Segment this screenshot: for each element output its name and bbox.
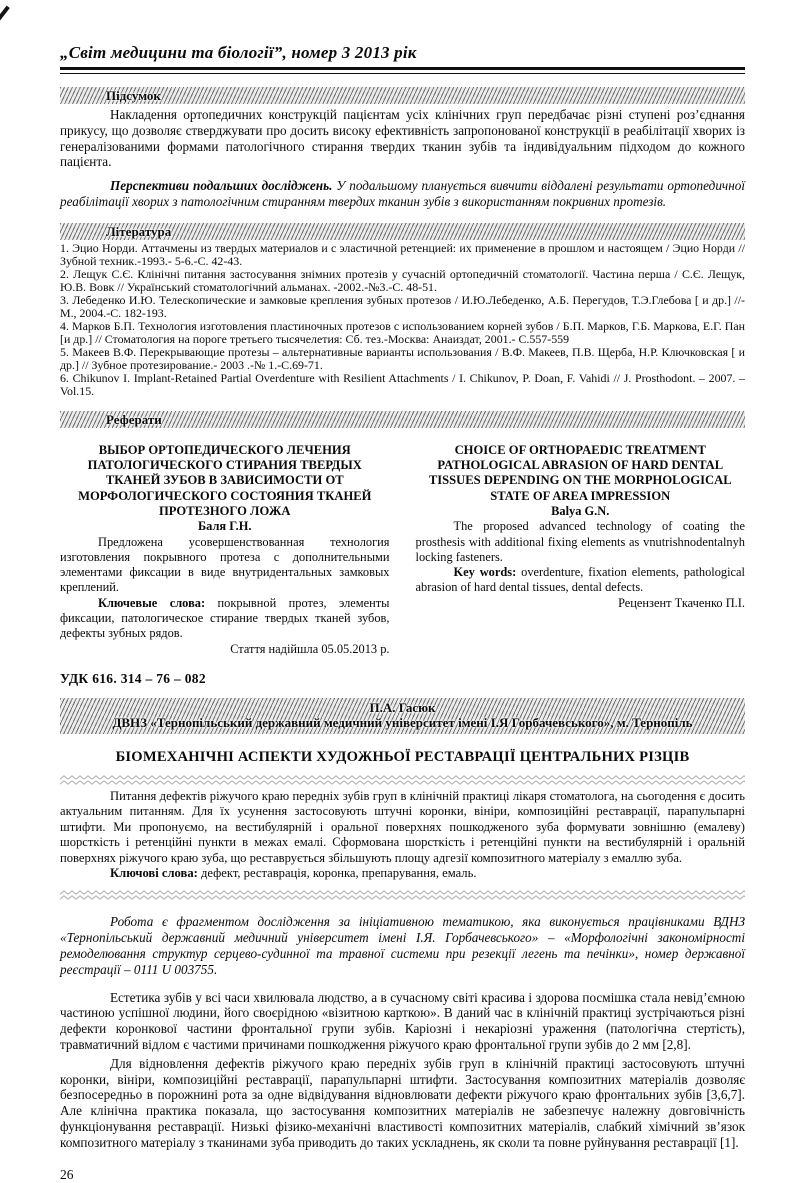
reference-item: 1. Эцио Норди. Аттачмены из твердых материалов и с эластичной ретенцией: их применение в прошлом и настоящем / Эцио Норди // Зубной техник.-1993.- 5-6.-С. 42-43. (60, 240, 745, 268)
page-number: 26 (60, 1166, 74, 1182)
abstract-keywords-en (416, 565, 746, 596)
page-header (60, 42, 745, 74)
keywords-en: overdenture, fixation elements, pathological abrasion of hard dental tissues, dental defects. (415, 565, 745, 595)
abstract-text-en: The proposed advanced technology of coating the prosthesis with additional fixing elements as vnutrishnodentalnyh locking fasteners. (415, 519, 745, 564)
journal-title: „Світ медицини та біології”, номер 3 2013 рік (60, 43, 417, 62)
reference-item: 5. Макеев В.Ф. Перекрывающие протезы – альтернативные варианты использования / В.Ф. Макеев, П.В. Щерба, Н.Р. Ключковская [ и др.] // Зубное протезирование.- 2003 .-№ 1.-С.69-71. (60, 344, 745, 372)
reference-item: 4. Марков Б.П. Технология изготовления пластиночных протезов с использованием корней зубов / Б.П. Марков, Г.Б. Маркова, Е.Г. Пан [и др.] // Стоматология на пороге третьего тысячелетия: Сб. тез.-Москва: Анаиздат, 2001.- С.557-559 (60, 318, 745, 346)
abstracts-columns (60, 443, 745, 657)
perspectives-paragraph (60, 178, 745, 210)
section-abstracts (60, 411, 745, 657)
zigzag-divider-bottom (60, 890, 745, 900)
abstract-text-ru: Предложена усовершенствованная технология изготовления покрывного протеза с дополнительными элементами фиксации в виде внутридентальных замковых креплений. (60, 534, 390, 595)
section-article (60, 671, 745, 1151)
reviewer-note: Рецензент Ткаченко П.І. (618, 595, 745, 610)
article-keywords (60, 866, 745, 881)
zigzag-divider-top (60, 775, 745, 785)
summary-heading: Підсумок (106, 88, 161, 103)
article-keywords-text: дефект, реставрація, коронка, препарування, емаль. (200, 865, 477, 880)
abstract-author-en: Balya G.N. (551, 503, 610, 518)
abstract-title-ru: ВЫБОР ОРТОПЕДИЧЕСКОГО ЛЕЧЕНИЯ ПАТОЛОГИЧЕСКОГО СТИРАНИЯ ТВЕРДЫХ ТКАНЕЙ ЗУБОВ В ЗАВИСИМОСТИ ОТ МОРФОЛОГИЧЕСКОГО СОСТОЯНИЯ ТКАНЕЙ ПРОТЕЗНОГО ЛОЖА (78, 442, 372, 518)
abstracts-heading-bar (60, 411, 745, 428)
article-keywords-label: Ключові слова: (110, 865, 198, 880)
abstract-title-en: CHOICE OF ORTHOPAEDIC TREATMENT PATHOLOGICAL ABRASION OF HARD DENTAL TISSUES DEPENDING ON THE MORPHOLOGICAL STATE OF AREA IMPRESSION (428, 442, 732, 503)
work-fragment-paragraph: Робота є фрагментом дослідження за ініціативною тематикою, яка виконується працівниками ВДНЗ «Тернопільський державний медичний університет імені І.Я. Горбачевського» – «Морфологічні закономірності ремоделювання структур серцево-судинної та травної системи при резекції легень та печінки», номер державної реєстрації – 0111 U 003755. (60, 914, 745, 977)
abstract-column-russian (60, 443, 390, 657)
section-references (60, 223, 745, 398)
reference-item: 3. Лебеденко И.Ю. Телескопические и замковые крепления зубных протезов / И.Ю.Лебеденко, А.Б. Перегудов, Т.Э.Глебова [ и др.] //- М., 2004.-С. 182-193. (60, 292, 745, 320)
article-title: БІОМЕХАНІЧНІ АСПЕКТИ ХУДОЖНЬОЇ РЕСТАВРАЦІЇ ЦЕНТРАЛЬНИХ РІЗЦІВ (115, 748, 690, 765)
article-abstract: Питання дефектів ріжучого краю передніх зубів груп в клінічній практиці лікаря стоматолога, на сьогодення є досить актуальним питанням. Для їх усунення застосовують штучні коронки, вініри, композиційні реставрації, парапульпарні штифти. Ми пропонуємо, на вестибулярній і оральної поверхнях пошкодженого зуба формувати зовнішню (емалеву) шорсткість і ретенційні пункти в межах емалі. Сформована шорсткість і ретенційні пункти на вестибулярній і оральній поверхнях ріжучого краю зуба, що реставрується збільшують площу адгезії композитного матеріалу з емаллю зуба. (60, 788, 745, 865)
keywords-label-en: Key words: (453, 565, 517, 580)
author-affiliation-band (60, 698, 745, 734)
keywords-label-ru: Ключевые слова: (98, 595, 206, 610)
keywords-ru: покрывной протез, элементы фиксации, патологическое стирание твердых тканей зубов, дефекты зубных рядов. (60, 595, 390, 641)
body-paragraph: Естетика зубів у всі часи хвилювала людство, а в сучасному світі красива і здорова посмішка стала невід’ємною частиною успішної людини, його своєрідною «візитною карткою». В даний час в клінічній практиці зустрічаються різні дефекти коронкової частини фронтальної групи зубів. Каріозні і некаріозні ураження (патологічна стертість), травматичний відлом є частими причинами пошкодження ріжучого краю фронтальної групи зубів до 2 мм [2,8]. (60, 989, 745, 1052)
abstract-column-english (416, 443, 746, 657)
reference-item: 2. Лещук С.Є. Клінічні питання застосування знімних протезів у сучасній ортопедичній стоматології. Частина перша / С.Є. Лещук, Ю.В. Вовк // Український стоматологічний альманах. -2002.-№3.-С. 48-51. (60, 266, 745, 294)
references-heading-bar (60, 223, 745, 240)
section-summary (60, 87, 745, 210)
article-author: П.А. Гасюк (369, 699, 436, 715)
abstract-keywords-ru (60, 596, 390, 642)
article-affiliation: ДВНЗ «Тернопільський державний медичний університет імені І.Я Горбачевського», м. Тернопіль (112, 715, 693, 731)
abstracts-heading: Реферати (106, 411, 162, 427)
summary-paragraph: Накладення ортопедичних конструкцій пацієнтам усіх клінічних груп передбачає різні ступені роз’єднання прикусу, що дозволяє стверджувати про досить високу ефективність запропонованої конструкції в реабілітації хворих із генералізованими формами патологічного стирання твердих тканин зубів та індивідуальним підходом до кожного пацієнта. (60, 107, 745, 170)
received-note: Стаття надійшла 05.05.2013 р. (230, 641, 390, 656)
header-rule (60, 67, 745, 74)
references-heading: Література (106, 223, 172, 239)
reference-item: 6. Chikunov I. Implant-Retained Partial Overdenture with Resilient Attachments / I. Chikunov, P. Doan, F. Vahidi // J. Prosthodont. – 2007. – Vol.15. (60, 370, 745, 398)
summary-heading-bar (60, 87, 745, 104)
perspectives-text: У подальшому планується вивчити віддалені результати ортопедичної реабілітації хворих з патологічним стиранням твердих тканин зубів з використанням покривних протезів. (60, 178, 746, 209)
body-paragraph: Для відновлення дефектів ріжучого краю передніх зубів груп в клінічній практиці застосовують штучні коронки, вініри, композиційні реставрації, парапульпарні штифти. Застосування композитних матеріалів дозволяє безпосередньо в порожнині рота за одне відвідування відновлювати дефекти ріжучого краю фронтальних зубів [3,6,7]. Але клінічна практика показала, що застосування композитних матеріалів не забезпечує належну довговічність функціонування реставрації. Низькі фізико-механічні властивості композитних матеріалів, слабкий хімічний зв’язок композитного матеріалу з тканинами зуба приводить до таких ускладнень, як сколи та повне руйнування реставрації [1]. (60, 1055, 745, 1150)
perspectives-lead: Перспективи подальших досліджень. (110, 178, 333, 194)
reference-list (60, 242, 745, 398)
udc-code: УДК 616. 314 – 76 – 082 (60, 670, 206, 686)
abstract-author-ru: Баля Г.Н. (197, 519, 252, 534)
